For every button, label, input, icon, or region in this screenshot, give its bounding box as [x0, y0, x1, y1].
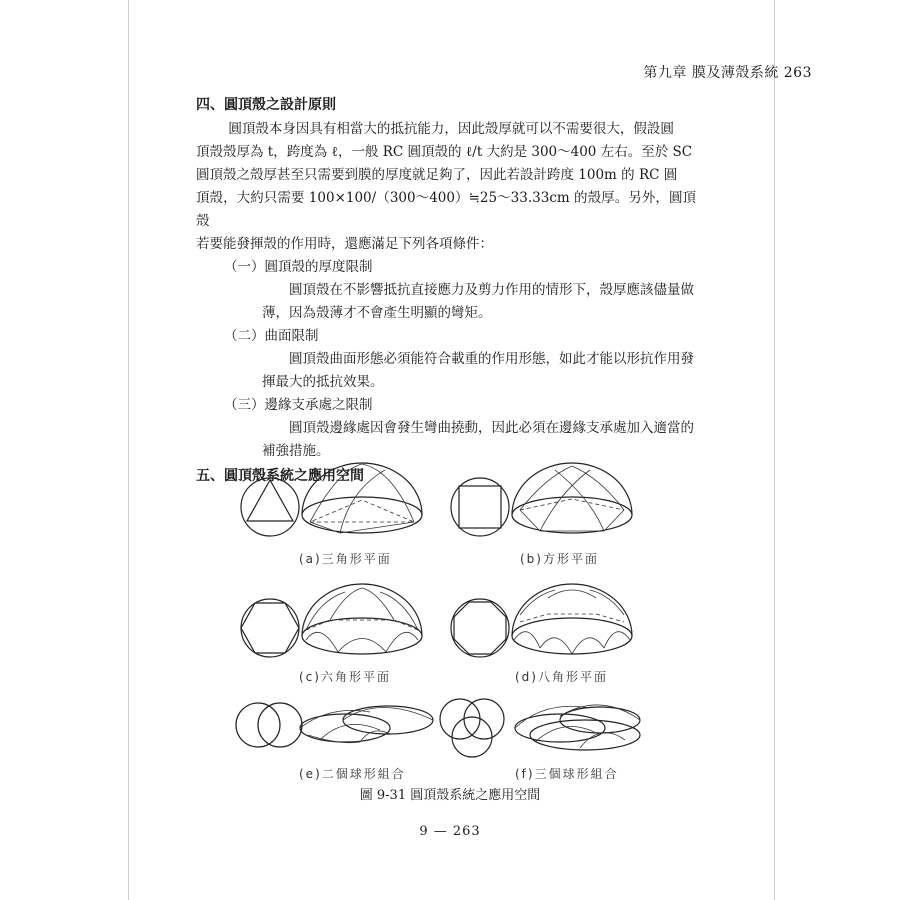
dome-three-spheres-icon: [515, 705, 640, 750]
item-body-2a: 圓頂殼曲面形態必須能符合載重的作用形態，如此才能以形抗作用發: [289, 351, 694, 367]
section-heading-4: 四、圓頂殼之設計原則: [196, 97, 336, 113]
item-body-3b: 補強措施。: [262, 443, 330, 459]
subcaption-e: (e)二個球形組合: [299, 767, 406, 781]
dome-triangle-icon: [302, 463, 422, 533]
dome-octagon-icon: [512, 584, 632, 654]
running-head: 第九章 膜及薄殼系統 263: [643, 65, 812, 81]
page-number: 9 — 263: [419, 824, 481, 839]
plan-triangle-icon: [241, 478, 299, 536]
subcaption-b: (b)方形平面: [520, 552, 599, 566]
dome-hexagon-icon: [302, 584, 422, 654]
text-line: 圓頂殼本身因具有相當大的抵抗能力，因此殼厚就可以不需要很大，假設圓: [228, 121, 674, 137]
text-line: 圓頂殼之殼厚甚至只需要到膜的厚度就足夠了，因此若設計跨度 100m 的 RC 圓: [196, 167, 678, 183]
plan-three-circles-icon: [440, 699, 504, 757]
subcaption-c: (c)六角形平面: [299, 670, 391, 684]
dome-two-spheres-icon: [300, 706, 433, 743]
item-title-2: （二）曲面限制: [224, 328, 319, 344]
subcaption-a: (a)三角形平面: [299, 552, 392, 566]
item-body-1a: 圓頂殼在不影響抵抗直接應力及剪力作用的情形下，殼厚應該儘量做: [289, 282, 694, 298]
section-heading-5: 五、圓頂殼系統之應用空間: [196, 468, 364, 484]
plan-hexagon-icon: [241, 599, 299, 657]
item-title-1: （一）圓頂殼的厚度限制: [224, 259, 373, 275]
text-line: 頂殼殼厚為 t，跨度為 ℓ，一般 RC 圓頂殼的 ℓ/t 大約是 300～400 左右。至於 SC: [196, 144, 693, 160]
subcaption-d: (d)八角形平面: [515, 670, 608, 684]
plan-octagon-icon: [451, 599, 509, 657]
item-title-3: （三）邊緣支承處之限制: [224, 397, 373, 413]
text-line: 頂殼，大約只需要 100×100/（300～400）≒25～33.33cm 的殼厚。另外，圓頂殼: [196, 190, 696, 229]
text-line: 若要能發揮殼的作用時，還應滿足下列各項條件：: [196, 236, 493, 252]
dome-square-icon: [512, 463, 632, 533]
item-body-3a: 圓頂殼邊緣處因會發生彎曲撓動，因此必須在邊緣支承處加入適當的: [289, 420, 694, 436]
subcaption-f: (f)三個球形組合: [515, 767, 619, 781]
figure-caption: 圖 9-31 圓頂殼系統之應用空間: [359, 788, 541, 803]
plan-two-circles-icon: [236, 703, 302, 747]
plan-square-icon: [451, 478, 509, 536]
item-body-1b: 薄，因為殼薄才不會產生明顯的彎矩。: [262, 305, 492, 321]
item-body-2b: 揮最大的抵抗效果。: [262, 374, 384, 390]
